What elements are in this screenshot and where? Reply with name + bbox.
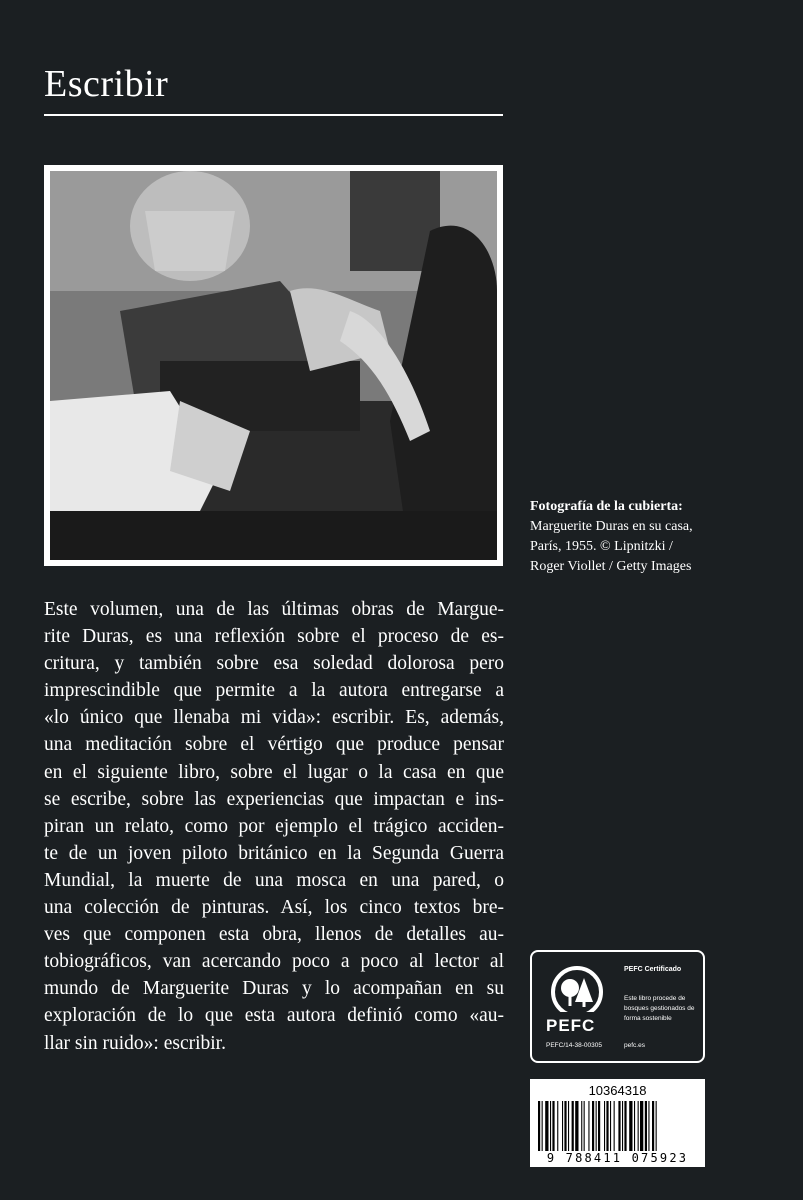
synopsis-line: llar sin ruido»: escribir. — [44, 1032, 226, 1054]
barcode-label — [530, 1079, 705, 1167]
synopsis-line: ves que componen esta obra, llenos de detalles au- — [44, 924, 504, 946]
synopsis-line: se escribe, sobre las experiencias que impactan e ins- — [44, 788, 504, 810]
pefc-url: pefc.es — [624, 1042, 645, 1049]
barcode-icon — [536, 1101, 699, 1151]
caption-heading: Fotografía de la cubierta: — [530, 499, 683, 514]
pefc-description: Este libro procede de bosques gestionados de forma sostenible — [624, 995, 695, 1022]
barcode-internal-code: 10364318 — [588, 1083, 647, 1098]
pefc-code: PEFC/14-38-00305 — [546, 1042, 603, 1049]
cover-photo-frame — [44, 165, 503, 566]
synopsis-line: imprescindible que permite a la autora entregarse a — [44, 680, 504, 702]
pefc-badge — [530, 950, 705, 1063]
photo-typewriter-woman-icon — [50, 171, 497, 560]
pefc-wordmark: PEFC — [546, 1016, 596, 1035]
caption-line: Marguerite Duras en su casa, — [530, 519, 693, 534]
synopsis-line: te de un joven piloto británico en la Segunda Guerra — [44, 842, 504, 864]
synopsis-line: rite Duras, es una reflexión sobre el proceso de es- — [44, 626, 504, 648]
caption-line: París, 1955. © Lipnitzki / — [530, 539, 673, 554]
synopsis-line: Mundial, la muerte de una mosca en una pared, o — [44, 869, 504, 891]
synopsis-line: critura, y también sobre esa soledad dolorosa pero — [44, 653, 504, 675]
synopsis-line: «lo único que llenaba mi vida»: escribir. Es, además, — [44, 707, 504, 729]
synopsis-line: exploración de lo que esta autora definió como «au- — [44, 1005, 504, 1027]
barcode-isbn-digits: 9 788411 075923 — [534, 1151, 701, 1165]
synopsis-line: una colección de pinturas. Así, los cinco textos bre- — [44, 897, 504, 919]
synopsis-line: piran un relato, como por ejemplo el trágico acciden- — [44, 815, 504, 837]
synopsis-line: una meditación sobre el vértigo que produce pensar — [44, 734, 504, 756]
photo-caption — [530, 497, 780, 577]
synopsis-line: Este volumen, una de las últimas obras de Margue- — [44, 599, 504, 620]
synopsis — [44, 596, 504, 1057]
title-divider — [44, 114, 503, 116]
synopsis-line: en el siguiente libro, sobre el lugar o la casa en que — [44, 761, 504, 783]
synopsis-line: mundo de Marguerite Duras y lo acompañan en su — [44, 978, 504, 1000]
synopsis-line: tobiográficos, van acercando poco a poco al lector al — [44, 951, 504, 973]
pefc-certified-label: PEFC Certificado — [624, 966, 682, 973]
book-title: Escribir — [44, 63, 169, 105]
caption-line: Roger Viollet / Getty Images — [530, 559, 692, 574]
